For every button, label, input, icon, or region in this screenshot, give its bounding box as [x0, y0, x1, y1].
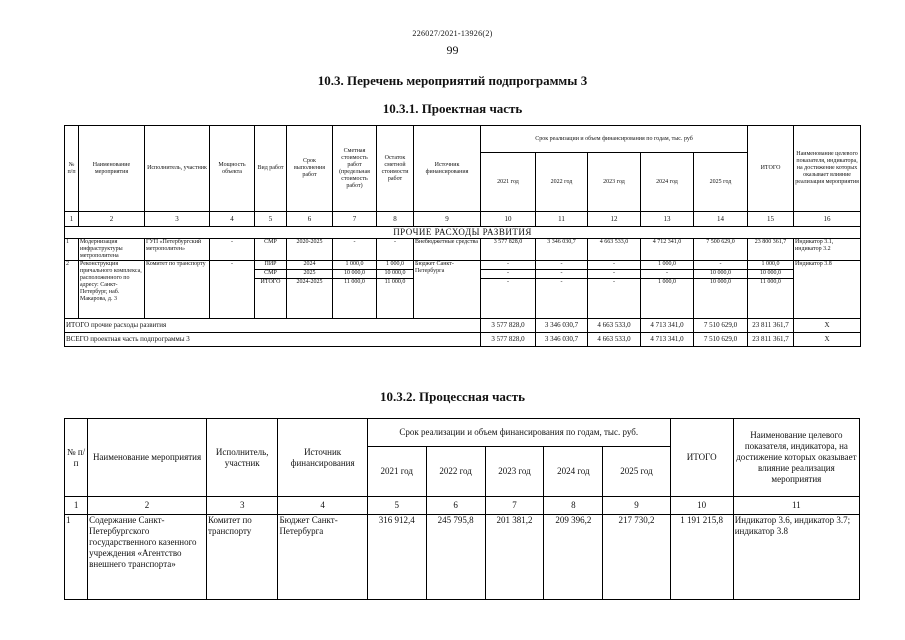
row-num: 1: [65, 239, 79, 261]
col-number: 14: [694, 212, 748, 227]
total-row: [65, 319, 861, 333]
col-number: 9: [603, 497, 670, 515]
row-2021: 316 912,4: [367, 515, 426, 600]
row-remainder: 1 000,0: [377, 261, 414, 270]
table-row: [65, 239, 861, 261]
row-2024: 4 712 341,0: [641, 239, 694, 261]
col-number: 15: [748, 212, 794, 227]
row-period: 2024-2025: [287, 279, 333, 319]
row-executor: ГУП «Петербургский метрополитен»: [145, 239, 210, 261]
row-2025: 7 500 629,0: [694, 239, 748, 261]
col-number: 13: [641, 212, 694, 227]
header-2022: 2022 год: [426, 447, 485, 497]
header-name: Наименование мероприятия: [79, 126, 145, 212]
row-2023: 201 381,2: [485, 515, 544, 600]
row-total: 10 000,0: [748, 270, 794, 279]
row-2021: -: [481, 261, 536, 270]
col-number: 2: [88, 497, 207, 515]
header-source: Источник финансирования: [278, 419, 367, 497]
col-number: 10: [481, 212, 536, 227]
col-number: 11: [733, 497, 859, 515]
row-2022: 245 795,8: [426, 515, 485, 600]
header-name: Наименование мероприятия: [88, 419, 207, 497]
row-period: 2025: [287, 270, 333, 279]
header-executor: Исполнитель, участник: [145, 126, 210, 212]
row-total: 23 800 361,7: [748, 239, 794, 261]
row-estimate: -: [333, 239, 377, 261]
row-indicator: Индикатор 3.8: [794, 261, 861, 319]
header-estimate: Сметная стоимость работ (предельная стоимость работ): [333, 126, 377, 212]
row-2021: -: [481, 279, 536, 319]
row-indicator: Индикатор 3.6, индикатор 3.7; индикатор 3.8: [733, 515, 859, 600]
project-part-title: 10.3.1. Проектная часть: [382, 101, 523, 116]
header-2025: 2025 год: [603, 447, 670, 497]
row-2024: 1 000,0: [641, 279, 694, 319]
header-2022: 2022 год: [536, 153, 588, 212]
col-number: 8: [544, 497, 603, 515]
header-num: № п/п: [65, 126, 79, 212]
row-source: Бюджет Санкт-Петербурга: [414, 261, 481, 319]
col-number: 10: [670, 497, 733, 515]
row-name: Содержание Санкт-Петербургского государственного казенного учреждения «Агентство внешнего транспорта»: [88, 515, 207, 600]
header-2024: 2024 год: [641, 153, 694, 212]
row-work-type: ПИР: [255, 261, 287, 270]
total-2023: 4 663 533,0: [588, 319, 641, 333]
header-2021: 2021 год: [481, 153, 536, 212]
row-2025: 10 000,0: [694, 279, 748, 319]
col-number: 1: [65, 212, 79, 227]
row-2022: 3 346 030,7: [536, 239, 588, 261]
grand-total-2021: 3 577 828,0: [481, 333, 536, 347]
grand-total-label: ВСЕГО проектная часть подпрограммы 3: [65, 333, 481, 347]
row-2025: 10 000,0: [694, 270, 748, 279]
total-2021: 3 577 828,0: [481, 319, 536, 333]
row-2021: 3 577 828,0: [481, 239, 536, 261]
header-financing: Срок реализации и объем финансирования по годам, тыс. руб.: [367, 419, 670, 447]
row-period: 2020-2025: [287, 239, 333, 261]
row-estimate: 11 000,0: [333, 279, 377, 319]
row-2024: 209 396,2: [544, 515, 603, 600]
row-remainder: 11 000,0: [377, 279, 414, 319]
col-number: 4: [210, 212, 255, 227]
project-part-table: [64, 125, 861, 347]
row-total: 1 191 215,8: [670, 515, 733, 600]
row-2025: 217 730,2: [603, 515, 670, 600]
header-2023: 2023 год: [588, 153, 641, 212]
row-executor: Комитет по транспорту: [206, 515, 278, 600]
col-number: 4: [278, 497, 367, 515]
section-other-development-expenses: ПРОЧИЕ РАСХОДЫ РАЗВИТИЯ: [65, 227, 861, 239]
row-remainder: 10 000,0: [377, 270, 414, 279]
grand-total-sum: 23 811 361,7: [748, 333, 794, 347]
table-row: [65, 515, 860, 600]
grand-total-2025: 7 510 629,0: [694, 333, 748, 347]
row-num: 1: [65, 515, 88, 600]
col-number: 3: [206, 497, 278, 515]
header-capacity: Мощность объекта: [210, 126, 255, 212]
col-number: 11: [536, 212, 588, 227]
process-part-table: [64, 418, 860, 600]
header-financing: Срок реализации и объем финансирования по годам, тыс. руб: [481, 126, 748, 153]
grand-total-2022: 3 346 030,7: [536, 333, 588, 347]
row-2023: 4 663 533,0: [588, 239, 641, 261]
document-registration-number: 226027/2021-13926(2): [412, 29, 493, 38]
row-2024: 1 000,0: [641, 261, 694, 270]
header-num: № п/п: [65, 419, 88, 497]
col-number: 5: [367, 497, 426, 515]
header-total: ИТОГО: [670, 419, 733, 497]
row-2024: -: [641, 270, 694, 279]
total-2025: 7 510 629,0: [694, 319, 748, 333]
row-num: 2: [65, 261, 79, 319]
row-2021: -: [481, 270, 536, 279]
col-number: 16: [794, 212, 861, 227]
section-title: 10.3. Перечень мероприятий подпрограммы 3: [317, 73, 588, 88]
grand-total-2023: 4 663 533,0: [588, 333, 641, 347]
total-2024: 4 713 341,0: [641, 319, 694, 333]
col-number: 6: [426, 497, 485, 515]
row-total: 11 000,0: [748, 279, 794, 319]
row-indicator: Индикатор 3.1, индикатор 3.2: [794, 239, 861, 261]
total-sum: 23 811 361,7: [748, 319, 794, 333]
row-remainder: -: [377, 239, 414, 261]
col-number: 7: [485, 497, 544, 515]
grand-total-row: [65, 333, 861, 347]
row-2023: -: [588, 261, 641, 270]
header-2023: 2023 год: [485, 447, 544, 497]
row-2023: -: [588, 279, 641, 319]
row-2022: -: [536, 261, 588, 270]
total-indicator: Х: [794, 319, 861, 333]
row-2025: -: [694, 261, 748, 270]
row-capacity: -: [210, 261, 255, 319]
col-number: 12: [588, 212, 641, 227]
row-work-type: ИТОГО: [255, 279, 287, 319]
table-row: [65, 261, 861, 270]
grand-total-indicator: Х: [794, 333, 861, 347]
header-2024: 2024 год: [544, 447, 603, 497]
col-number: 2: [79, 212, 145, 227]
header-source: Источник финансирования: [414, 126, 481, 212]
col-number: 5: [255, 212, 287, 227]
total-2022: 3 346 030,7: [536, 319, 588, 333]
grand-total-2024: 4 713 341,0: [641, 333, 694, 347]
header-2025: 2025 год: [694, 153, 748, 212]
row-source: Внебюджетные средства: [414, 239, 481, 261]
col-number: 9: [414, 212, 481, 227]
row-estimate: 10 000,0: [333, 270, 377, 279]
header-remainder: Остаток сметной стоимости работ: [377, 126, 414, 212]
header-total: ИТОГО: [748, 126, 794, 212]
row-work-type: СМР: [255, 270, 287, 279]
row-name: Реконструкция причального комплекса, расположенного по адресу: Санкт-Петербург, наб. Макарова, д. 3: [79, 261, 145, 319]
col-number: 6: [287, 212, 333, 227]
row-estimate: 1 000,0: [333, 261, 377, 270]
header-period: Срок выполнения работ: [287, 126, 333, 212]
row-total: 1 000,0: [748, 261, 794, 270]
header-indicator: Наименование целевого показателя, индикатора, на достижение которых оказывает влияние реализация мероприятия: [733, 419, 859, 497]
col-number: 1: [65, 497, 88, 515]
row-work-type: СМР: [255, 239, 287, 261]
header-indicator: Наименование целевого показателя, индикатора, на достижение которых оказывает влияние реализация мероприятия: [794, 126, 861, 212]
row-capacity: -: [210, 239, 255, 261]
row-executor: Комитет по транспорту: [145, 261, 210, 319]
row-2022: -: [536, 270, 588, 279]
row-period: 2024: [287, 261, 333, 270]
header-2021: 2021 год: [367, 447, 426, 497]
row-name: Модернизация инфраструктуры метрополитена: [79, 239, 145, 261]
page-number: 99: [446, 43, 459, 57]
header-work-type: Вид работ: [255, 126, 287, 212]
header-executor: Исполнитель, участник: [206, 419, 278, 497]
process-part-title: 10.3.2. Процессная часть: [380, 389, 525, 404]
col-number: 8: [377, 212, 414, 227]
row-2022: -: [536, 279, 588, 319]
row-2023: -: [588, 270, 641, 279]
total-label: ИТОГО прочие расходы развития: [65, 319, 481, 333]
row-source: Бюджет Санкт-Петербурга: [278, 515, 367, 600]
col-number: 3: [145, 212, 210, 227]
col-number: 7: [333, 212, 377, 227]
